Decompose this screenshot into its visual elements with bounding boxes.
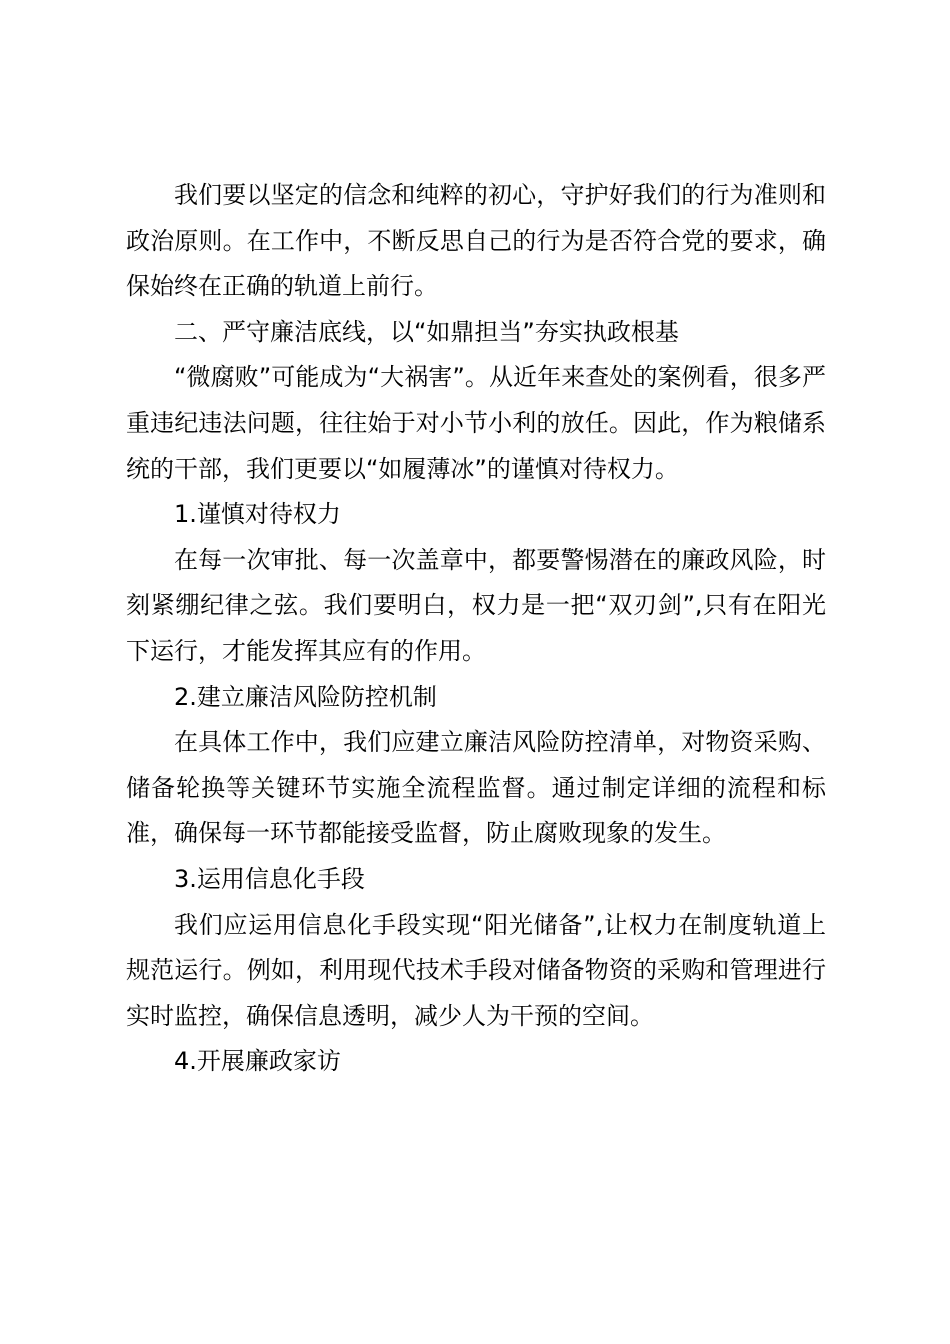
subheading-informatization: 3.运用信息化手段 xyxy=(174,864,365,893)
section-heading-integrity: 二、严守廉洁底线，以“如鼎担当”夯实执政根基 xyxy=(174,317,679,346)
subheading-home-visit: 4.开展廉政家访 xyxy=(174,1047,341,1076)
paragraph-risk-control: 在具体工作中，我们应建立廉洁风险防控清单，对物资采购、储备轮换等关键环节实施全流程监督。通过制定详细的流程和标准，确保每一环节都能接受监督，防止腐败现象的发生。 xyxy=(126,728,826,848)
paragraph-principles: 我们要以坚定的信念和纯粹的初心，守护好我们的行为准则和政治原则。在工作中，不断反思自己的行为是否符合党的要求，确保始终在正确的轨道上前行。 xyxy=(126,181,826,301)
paragraph-power: 在每一次审批、每一次盖章中，都要警惕潜在的廉政风险，时刻紧绷纪律之弦。我们要明白，权力是一把“双刃剑”,只有在阳光下运行，才能发挥其应有的作用。 xyxy=(126,545,826,665)
subheading-risk-control: 2.建立廉洁风险防控机制 xyxy=(174,682,437,711)
paragraph-micro-corruption: “微腐败”可能成为“大祸害”。从近年来查处的案例看，很多严重违纪违法问题，往往始于对小节小利的放任。因此，作为粮储系统的干部，我们更要以“如履薄冰”的谨慎对待权力。 xyxy=(126,363,826,483)
subheading-power: 1.谨慎对待权力 xyxy=(174,500,341,529)
document-body xyxy=(126,173,826,1085)
paragraph-informatization: 我们应运用信息化手段实现“阳光储备”,让权力在制度轨道上规范运行。例如，利用现代技术手段对储备物资的采购和管理进行实时监控，确保信息透明，减少人为干预的空间。 xyxy=(126,910,826,1030)
